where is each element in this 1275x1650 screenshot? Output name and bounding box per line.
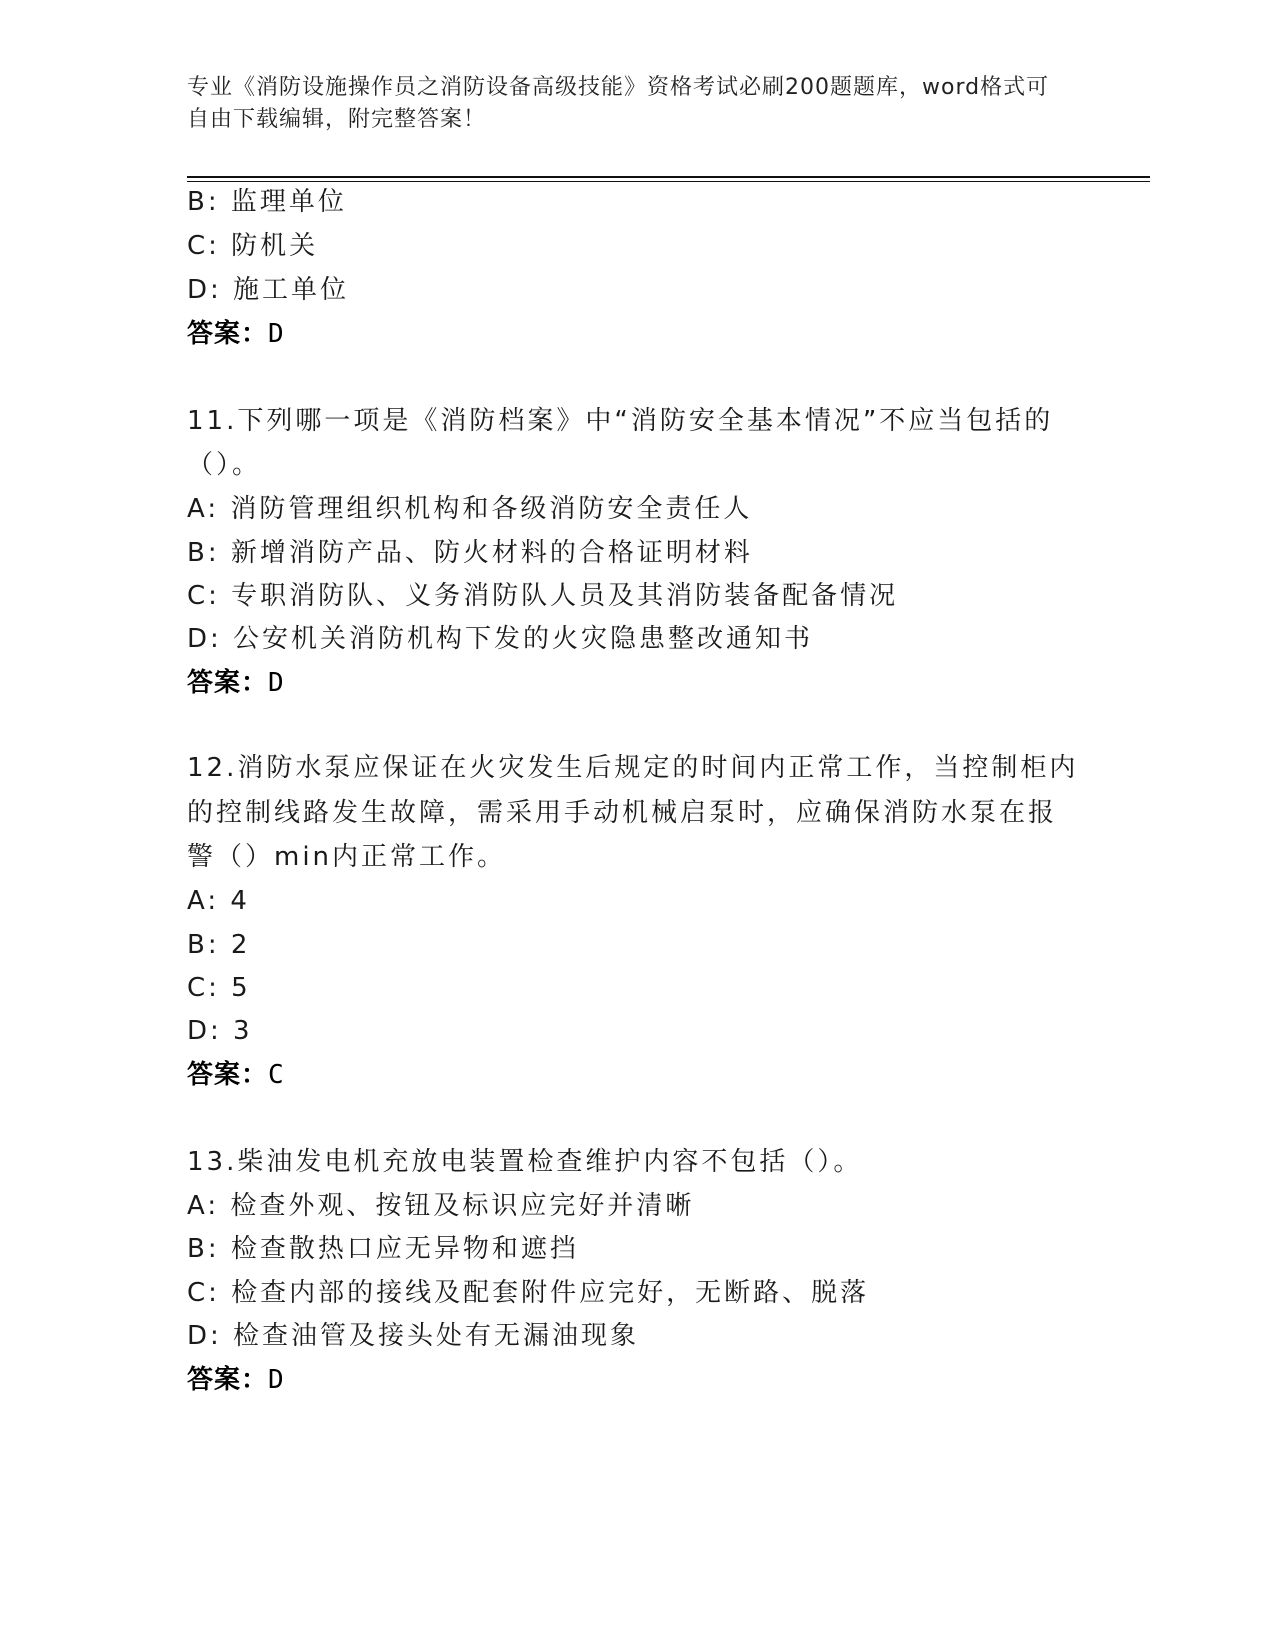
prev-option-b: B: 监理单位	[187, 187, 347, 217]
q11-option-c: C: 专职消防队、义务消防队人员及其消防装备配备情况	[187, 581, 899, 611]
header-rule-thick	[187, 176, 1150, 178]
q12-stem-line2: 的控制线路发生故障，需采用手动机械启泵时，应确保消防水泵在报	[187, 798, 1058, 828]
prev-option-c: C: 防机关	[187, 231, 319, 261]
q11-option-d: D: 公安机关消防机构下发的火灾隐患整改通知书	[187, 624, 814, 654]
q12-stem-line1: 12.消防水泵应保证在火灾发生后规定的时间内正常工作，当控制柜内	[187, 753, 1079, 783]
q12-option-a: A: 4	[187, 886, 250, 916]
q12-answer	[187, 1059, 285, 1091]
q13-option-a: A: 检查外观、按钮及标识应完好并清晰	[187, 1191, 695, 1221]
header-rule-thin	[187, 181, 1150, 182]
q13-answer-label: 答案：	[187, 1365, 269, 1395]
prev-answer-value: D	[268, 319, 285, 349]
q13-answer	[187, 1364, 285, 1396]
q12-answer-label: 答案：	[187, 1060, 269, 1090]
page-header: 专业《消防设施操作员之消防设备高级技能》资格考试必刷200题题库，word格式可自由下载编辑，附完整答案！	[187, 75, 1050, 132]
q13-stem-line1: 13.柴油发电机充放电装置检查维护内容不包括（）。	[187, 1147, 863, 1177]
q12-answer-value: C	[268, 1060, 285, 1090]
q11-option-a: A: 消防管理组织机构和各级消防安全责任人	[187, 494, 753, 524]
q13-option-c: C: 检查内部的接线及配套附件应完好，无断路、脱落	[187, 1278, 870, 1308]
q13-option-b: B: 检查散热口应无异物和遮挡	[187, 1234, 579, 1264]
q12-option-b: B: 2	[187, 930, 251, 960]
q11-answer-value: D	[268, 668, 285, 698]
prev-option-d: D: 施工单位	[187, 275, 350, 305]
q12-option-c: C: 5	[187, 973, 251, 1003]
prev-answer	[187, 318, 285, 350]
q13-answer-value: D	[268, 1365, 285, 1395]
q11-option-b: B: 新增消防产品、防火材料的合格证明材料	[187, 538, 753, 568]
q12-option-d: D: 3	[187, 1016, 253, 1046]
q13-option-d: D: 检查油管及接头处有无漏油现象	[187, 1321, 640, 1351]
q11-answer	[187, 667, 285, 699]
prev-answer-label: 答案：	[187, 319, 269, 349]
q11-stem-line1: 11.下列哪一项是《消防档案》中“消防安全基本情况”不应当包括的	[187, 406, 1054, 436]
q11-stem-line2: （）。	[187, 450, 262, 480]
q11-answer-label: 答案：	[187, 668, 269, 698]
q12-stem-line3: 警（）min内正常工作。	[187, 842, 507, 872]
